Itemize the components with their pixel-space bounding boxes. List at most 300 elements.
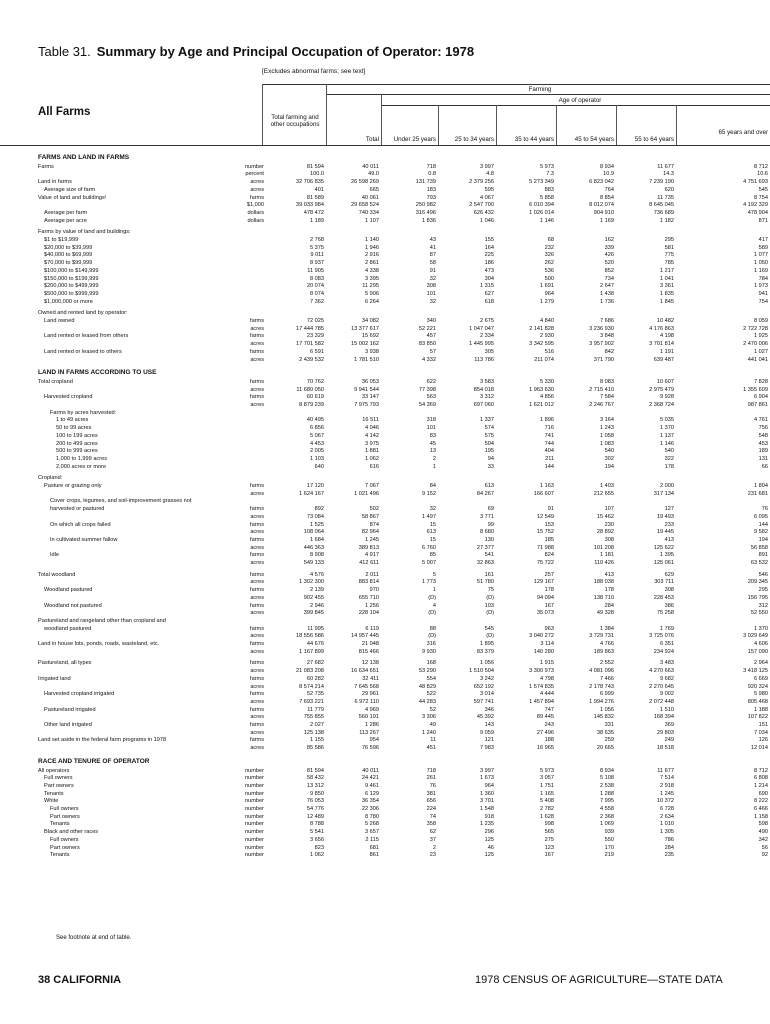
cell: 22 306 xyxy=(361,806,379,812)
row-unit: acres xyxy=(250,579,264,586)
cell: 681 xyxy=(369,844,379,851)
cell: 597 741 xyxy=(473,698,494,705)
row-unit: farms xyxy=(250,660,264,667)
column-header-25-34: 25 to 34 years xyxy=(454,136,494,143)
cell: 54 776 xyxy=(306,806,324,812)
cell: 12 549 xyxy=(536,513,554,520)
cell: 167 xyxy=(544,852,554,859)
cell: 101 208 xyxy=(593,544,614,551)
cell: 76 xyxy=(761,506,768,513)
section-label: All Farms xyxy=(38,106,91,118)
row-label: Irrigated land xyxy=(38,675,71,682)
cell: 6 856 xyxy=(310,425,324,432)
cell: 1 835 xyxy=(660,290,674,297)
cell: 250 982 xyxy=(415,202,436,209)
cell: 892 xyxy=(314,506,324,513)
cell: 58 867 xyxy=(361,513,379,520)
cell: 212 655 xyxy=(593,490,614,497)
cell: 2 916 xyxy=(365,252,379,259)
cell: 516 xyxy=(544,348,554,355)
cell: 2 000 xyxy=(660,483,674,489)
cell: 441 041 xyxy=(747,356,768,363)
cell: 522 xyxy=(426,691,436,698)
cell: 3 848 xyxy=(600,333,614,340)
cell: 157 090 xyxy=(747,648,768,655)
cell: 125 138 xyxy=(303,729,324,736)
cell: 2 552 xyxy=(600,660,614,667)
cell: 342 xyxy=(758,836,768,843)
row-unit: acres xyxy=(250,714,264,721)
cell: (D) xyxy=(486,633,494,640)
cell: 9 461 xyxy=(365,782,379,789)
cell: 74 xyxy=(429,813,436,820)
cell: 3 483 xyxy=(660,660,674,667)
cell: 36 053 xyxy=(361,378,379,385)
cell: 2 141 828 xyxy=(529,325,554,332)
cell: 83 379 xyxy=(476,648,494,655)
cell: 3 057 xyxy=(540,775,554,782)
row-unit: farms xyxy=(250,394,264,401)
row-unit: farms xyxy=(250,625,264,632)
cell: (D) xyxy=(428,610,436,617)
cell: 13 xyxy=(429,448,436,455)
cell: 3 583 xyxy=(480,378,494,385)
cell: 36 354 xyxy=(361,798,379,805)
cell: 1 925 xyxy=(754,333,768,340)
cell: 4 766 xyxy=(600,641,614,647)
cell: 1 077 xyxy=(754,252,768,259)
cell: 3 014 xyxy=(480,691,494,698)
row-label: Pastureland and rangeland other than cropland and xyxy=(38,617,166,624)
cell: 5 973 xyxy=(540,163,554,170)
cell: 904 910 xyxy=(593,209,614,216)
cell: 275 xyxy=(544,836,554,843)
cell: 49 328 xyxy=(596,610,614,617)
cell: 1 769 xyxy=(660,625,674,632)
farming-label: Farming xyxy=(528,86,552,93)
cell: 7 514 xyxy=(660,775,674,782)
row-unit: farms xyxy=(250,483,264,489)
cell: 4 142 xyxy=(365,432,379,439)
row-label: $70,000 to $99,999 xyxy=(44,260,93,267)
cell: 1 189 xyxy=(310,217,324,224)
cell: 369 xyxy=(664,722,674,728)
cell: 32 xyxy=(429,298,436,305)
row-label: Pastureland, all types xyxy=(38,660,92,667)
cell: 194 xyxy=(758,536,768,543)
cell: 34 082 xyxy=(361,318,379,324)
cell: 8 083 xyxy=(600,378,614,385)
cell: 228 453 xyxy=(653,594,674,601)
cell: 1 773 xyxy=(422,579,436,586)
cell: 998 xyxy=(544,821,554,828)
cell: 1 691 xyxy=(540,283,554,290)
cell: 4 046 xyxy=(365,425,379,432)
cell: 1 525 xyxy=(310,521,324,528)
cell: 412 611 xyxy=(359,560,379,566)
cell: 1 896 xyxy=(540,417,554,424)
row-unit: acres xyxy=(250,698,264,705)
cell: 52 xyxy=(429,706,436,713)
cell: 153 xyxy=(544,521,554,528)
cell: 296 xyxy=(484,829,494,836)
row-label: $150,000 to $199,999 xyxy=(44,275,99,282)
cell: 1 103 xyxy=(310,455,324,462)
cell: 1 047 047 xyxy=(469,325,494,332)
cell: 8 934 xyxy=(600,163,614,170)
cell: 1 279 xyxy=(540,298,554,305)
row-label: Value of land and buildings¹ xyxy=(38,194,107,201)
row-label: Average per farm xyxy=(44,209,88,216)
cell: 549 133 xyxy=(303,560,324,566)
cell: 1 881 xyxy=(365,448,379,455)
cell: 17 444 785 xyxy=(296,325,324,332)
row-label: Harvested cropland irrigated xyxy=(44,691,115,698)
cell: 76 053 xyxy=(306,798,324,805)
row-label: Total cropland xyxy=(38,378,73,385)
cell: 5 541 xyxy=(310,829,324,836)
cell: 640 xyxy=(314,463,324,470)
cell: 15 752 xyxy=(536,529,554,536)
cell: 92 xyxy=(761,852,768,859)
cell: 6 129 xyxy=(365,790,379,797)
cell: 21 083 208 xyxy=(296,668,324,675)
row-label: woodland pastured xyxy=(44,625,92,632)
cell: 613 xyxy=(426,529,436,536)
cell: 131 739 xyxy=(415,179,436,186)
cell: 793 xyxy=(426,194,436,201)
cell: 183 xyxy=(426,186,436,193)
cell: 6 808 xyxy=(754,775,768,782)
cell: 1 137 xyxy=(660,432,674,439)
cell: 49.0 xyxy=(368,171,379,178)
cell: 1 163 xyxy=(540,483,554,489)
row-unit: farms xyxy=(250,571,264,578)
cell: 1 167 899 xyxy=(299,648,324,655)
row-label: $20,000 to $39,999 xyxy=(44,244,93,251)
row-unit: farms xyxy=(250,737,264,744)
row-label: Woodland not pastured xyxy=(44,602,102,609)
row-unit: acres xyxy=(250,341,264,348)
cell: 13 377 617 xyxy=(351,325,379,332)
cell: 161 xyxy=(484,571,494,578)
column-header-total: Total xyxy=(365,136,379,143)
row-label: Tenants xyxy=(50,821,70,828)
row-unit: acres xyxy=(250,560,264,566)
cell: 2 470 006 xyxy=(743,341,768,348)
cell: 4 751 693 xyxy=(743,179,768,186)
cell: 902 455 xyxy=(303,594,324,601)
cell: 15 462 xyxy=(596,513,614,520)
cell: 1 107 xyxy=(365,217,379,224)
cell: 3 771 xyxy=(480,513,494,520)
cell: 8 908 xyxy=(310,552,324,559)
cell: 125 xyxy=(484,852,494,859)
cell: 3 312 xyxy=(480,394,494,401)
cell: 5 007 xyxy=(422,560,436,566)
cell: 2 005 xyxy=(310,448,324,455)
cell: 1 158 xyxy=(754,813,768,820)
cell: 2 782 xyxy=(540,806,554,812)
cell: 91 xyxy=(547,506,554,513)
row-unit: farms xyxy=(250,333,264,340)
cell: 550 xyxy=(604,836,614,843)
cell: 308 xyxy=(604,536,614,543)
cell: 595 xyxy=(484,186,494,193)
cell: 7 995 xyxy=(600,798,614,805)
cell: 45 392 xyxy=(476,714,494,721)
cell: 4 270 663 xyxy=(649,668,674,675)
page-number-state: 38 CALIFORNIA xyxy=(38,974,122,986)
cell: (D) xyxy=(428,594,436,601)
cell: 2 647 xyxy=(600,283,614,290)
cell: 1 370 xyxy=(660,425,674,432)
cell: 954 xyxy=(369,737,379,744)
cell: 784 xyxy=(758,275,768,282)
cell: 1 026 014 xyxy=(529,209,554,216)
cell: 1 302 300 xyxy=(299,579,324,586)
cell: 33 xyxy=(487,463,494,470)
cell: 4 444 xyxy=(540,691,554,698)
row-label: Land rented or leased to others xyxy=(44,348,122,355)
cell: 3 395 xyxy=(365,275,379,282)
cell: 85 586 xyxy=(306,745,324,752)
row-label: Land set aside in the federal farm programs in 1978 xyxy=(38,737,167,744)
cell: 211 074 xyxy=(534,356,554,363)
row-unit: farms xyxy=(250,194,264,201)
cell: 4 798 xyxy=(540,675,554,682)
cell: 145 832 xyxy=(593,714,614,721)
row-unit: dollars xyxy=(247,217,264,224)
cell: 417 xyxy=(758,237,768,243)
row-unit: farms xyxy=(250,722,264,728)
cell: 7 686 xyxy=(600,318,614,324)
cell: 754 xyxy=(758,298,768,305)
row-unit: acres xyxy=(250,179,264,186)
row-unit: number xyxy=(245,806,264,812)
cell: 565 xyxy=(544,829,554,836)
cell: 1 245 xyxy=(365,536,379,543)
row-unit: number xyxy=(245,798,264,805)
row-label: $200,000 to $499,999 xyxy=(44,283,99,290)
cell: 1 256 xyxy=(365,602,379,609)
cell: 656 xyxy=(426,798,436,805)
cell: 2 072 448 xyxy=(649,698,674,705)
cell: 1 370 xyxy=(754,625,768,632)
cell: 920 324 xyxy=(747,683,768,690)
row-unit: number xyxy=(245,790,264,797)
cell: 100.0 xyxy=(310,171,324,178)
cell: 75 xyxy=(487,587,494,594)
row-unit: number xyxy=(245,829,264,836)
cell: 8 788 xyxy=(310,821,324,828)
row-label: $1,000,000 or more xyxy=(44,298,93,305)
cell: 6 904 xyxy=(754,394,768,401)
cell: 918 xyxy=(484,813,494,820)
column-header-35-44: 35 to 44 years xyxy=(514,136,554,143)
cell: 9 682 xyxy=(660,675,674,682)
cell: 5 408 xyxy=(540,798,554,805)
cell: 6 264 xyxy=(365,298,379,305)
row-unit: farms xyxy=(250,378,264,385)
cell: 85 xyxy=(429,552,436,559)
cell: 453 xyxy=(758,440,768,447)
cell: 23 xyxy=(429,852,436,859)
cell: 2 946 xyxy=(310,602,324,609)
cell: 316 xyxy=(426,641,436,647)
cell: 52 221 xyxy=(418,325,436,332)
row-label: 1 to 49 acres xyxy=(56,417,89,424)
cell: 2 115 xyxy=(365,836,379,843)
cell: 574 xyxy=(484,425,494,432)
cell: 10.9 xyxy=(603,171,614,178)
cell: 1 403 xyxy=(600,483,614,489)
cell: 941 xyxy=(758,290,768,297)
cell: 302 xyxy=(604,455,614,462)
section-heading xyxy=(0,758,770,766)
cell: 7 975 793 xyxy=(354,402,379,408)
cell: 500 xyxy=(544,275,554,282)
cell: 718 xyxy=(426,767,436,774)
cell: 3 040 272 xyxy=(529,633,554,640)
row-unit: farms xyxy=(250,348,264,355)
cell: 1 xyxy=(432,463,436,470)
cell: 1 146 xyxy=(540,217,554,224)
row-label: Land owned xyxy=(44,318,75,324)
cell: 1 046 xyxy=(480,217,494,224)
cell: 10 372 xyxy=(656,798,674,805)
cell: 82 964 xyxy=(361,529,379,536)
cell: 48 829 xyxy=(418,683,436,690)
cell: 211 xyxy=(545,455,554,462)
cell: 305 xyxy=(484,348,494,355)
row-unit: farms xyxy=(250,536,264,543)
row-label: 500 to 999 acres xyxy=(56,448,98,455)
cell: 6 119 xyxy=(365,625,379,632)
cell: 6 972 110 xyxy=(354,698,379,705)
cell: 37 xyxy=(429,836,436,843)
cell: 17 701 582 xyxy=(296,341,324,348)
cell: 3 236 930 xyxy=(589,325,614,332)
cell: 546 xyxy=(758,571,768,578)
cell: 130 xyxy=(484,536,494,543)
cell: 3 418 125 xyxy=(743,668,768,675)
cell: 1 804 xyxy=(754,483,768,489)
cell: 125 xyxy=(484,836,494,843)
cell: (D) xyxy=(486,594,494,601)
row-unit: acres xyxy=(250,513,264,520)
cell: 824 xyxy=(544,552,554,559)
cell: 195 xyxy=(484,448,494,455)
publication-title: 1978 CENSUS OF AGRICULTURE—STATE DATA xyxy=(475,974,723,986)
cell: 620 xyxy=(664,186,674,193)
row-label: Land in farms xyxy=(38,179,72,186)
cell: 963 xyxy=(544,625,554,632)
cell: 2 368 724 xyxy=(649,402,674,408)
cell: 162 xyxy=(604,237,614,243)
cell: 697 060 xyxy=(473,402,494,408)
row-unit: acres xyxy=(250,729,264,736)
cell: 32 xyxy=(429,275,436,282)
cell: 84 xyxy=(429,483,436,489)
row-unit: number xyxy=(245,852,264,859)
cell: 1 305 xyxy=(660,829,674,836)
table-row xyxy=(0,744,770,752)
cell: 1 010 xyxy=(660,821,674,828)
cell: 8 074 xyxy=(310,290,324,297)
cell: 12 489 xyxy=(306,813,324,820)
cell: 3 657 xyxy=(365,829,379,836)
cell: 764 xyxy=(604,186,614,193)
cell: 964 xyxy=(484,782,494,789)
cell: 8 937 xyxy=(310,260,324,267)
cell: 35 073 xyxy=(536,610,554,617)
cell: 249 xyxy=(664,737,674,744)
cell: 404 xyxy=(544,448,554,455)
cell: 1 963 630 xyxy=(529,386,554,393)
row-label: Average per acre xyxy=(44,217,87,224)
cell: 3 729 731 xyxy=(589,633,614,640)
cell: 1 146 xyxy=(660,440,674,447)
cell: 2 368 xyxy=(600,813,614,820)
cell: 40 495 xyxy=(306,417,324,424)
cell: 107 822 xyxy=(747,714,768,721)
row-unit: farms xyxy=(250,641,264,647)
cell: 303 711 xyxy=(654,579,674,586)
cell: 43 xyxy=(429,237,436,243)
cell: 536 xyxy=(544,267,554,274)
cell: 170 xyxy=(604,844,614,851)
cell: 9 930 xyxy=(422,648,436,655)
cell: 29 803 xyxy=(656,729,674,736)
row-label: 50 to 99 acres xyxy=(56,425,92,432)
cell: 7 584 xyxy=(600,394,614,401)
cell: 84 267 xyxy=(476,490,494,497)
cell: 28 892 xyxy=(596,529,614,536)
cell: 5 108 xyxy=(600,775,614,782)
cell: 340 xyxy=(426,318,436,324)
row-label: 1,000 to 1,999 acres xyxy=(56,455,108,462)
cell: 5 906 xyxy=(365,290,379,297)
cell: 622 xyxy=(426,378,436,385)
cell: 189 xyxy=(758,448,768,455)
cell: 3 997 xyxy=(480,767,494,774)
section-heading-text: FARMS AND LAND IN FARMS xyxy=(38,154,130,161)
cell: 144 xyxy=(758,521,768,528)
cell: 1 286 xyxy=(365,722,379,728)
cell: 4 xyxy=(432,602,436,609)
row-label: Woodland pastured xyxy=(44,587,93,594)
row-label: Cropland: xyxy=(38,475,63,482)
cell: 27 496 xyxy=(536,729,554,736)
age-label: Age of operator xyxy=(558,97,602,104)
row-unit: farms xyxy=(250,691,264,698)
cell: 1 781 510 xyxy=(354,356,379,363)
cell: 1 736 xyxy=(600,298,614,305)
cell: 541 xyxy=(484,552,494,559)
row-label: All operators xyxy=(38,767,70,774)
cell: 53 290 xyxy=(418,668,436,675)
cell: 473 xyxy=(484,267,494,274)
cell: 548 xyxy=(758,432,768,439)
row-label: Black and other races xyxy=(44,829,99,836)
row-label: Farms by acres harvested: xyxy=(50,409,117,416)
cell: 9 002 xyxy=(660,691,674,698)
table-row xyxy=(0,356,770,364)
cell: 11 677 xyxy=(657,163,674,170)
table-row xyxy=(0,463,770,471)
cell: 16 965 xyxy=(536,745,554,752)
